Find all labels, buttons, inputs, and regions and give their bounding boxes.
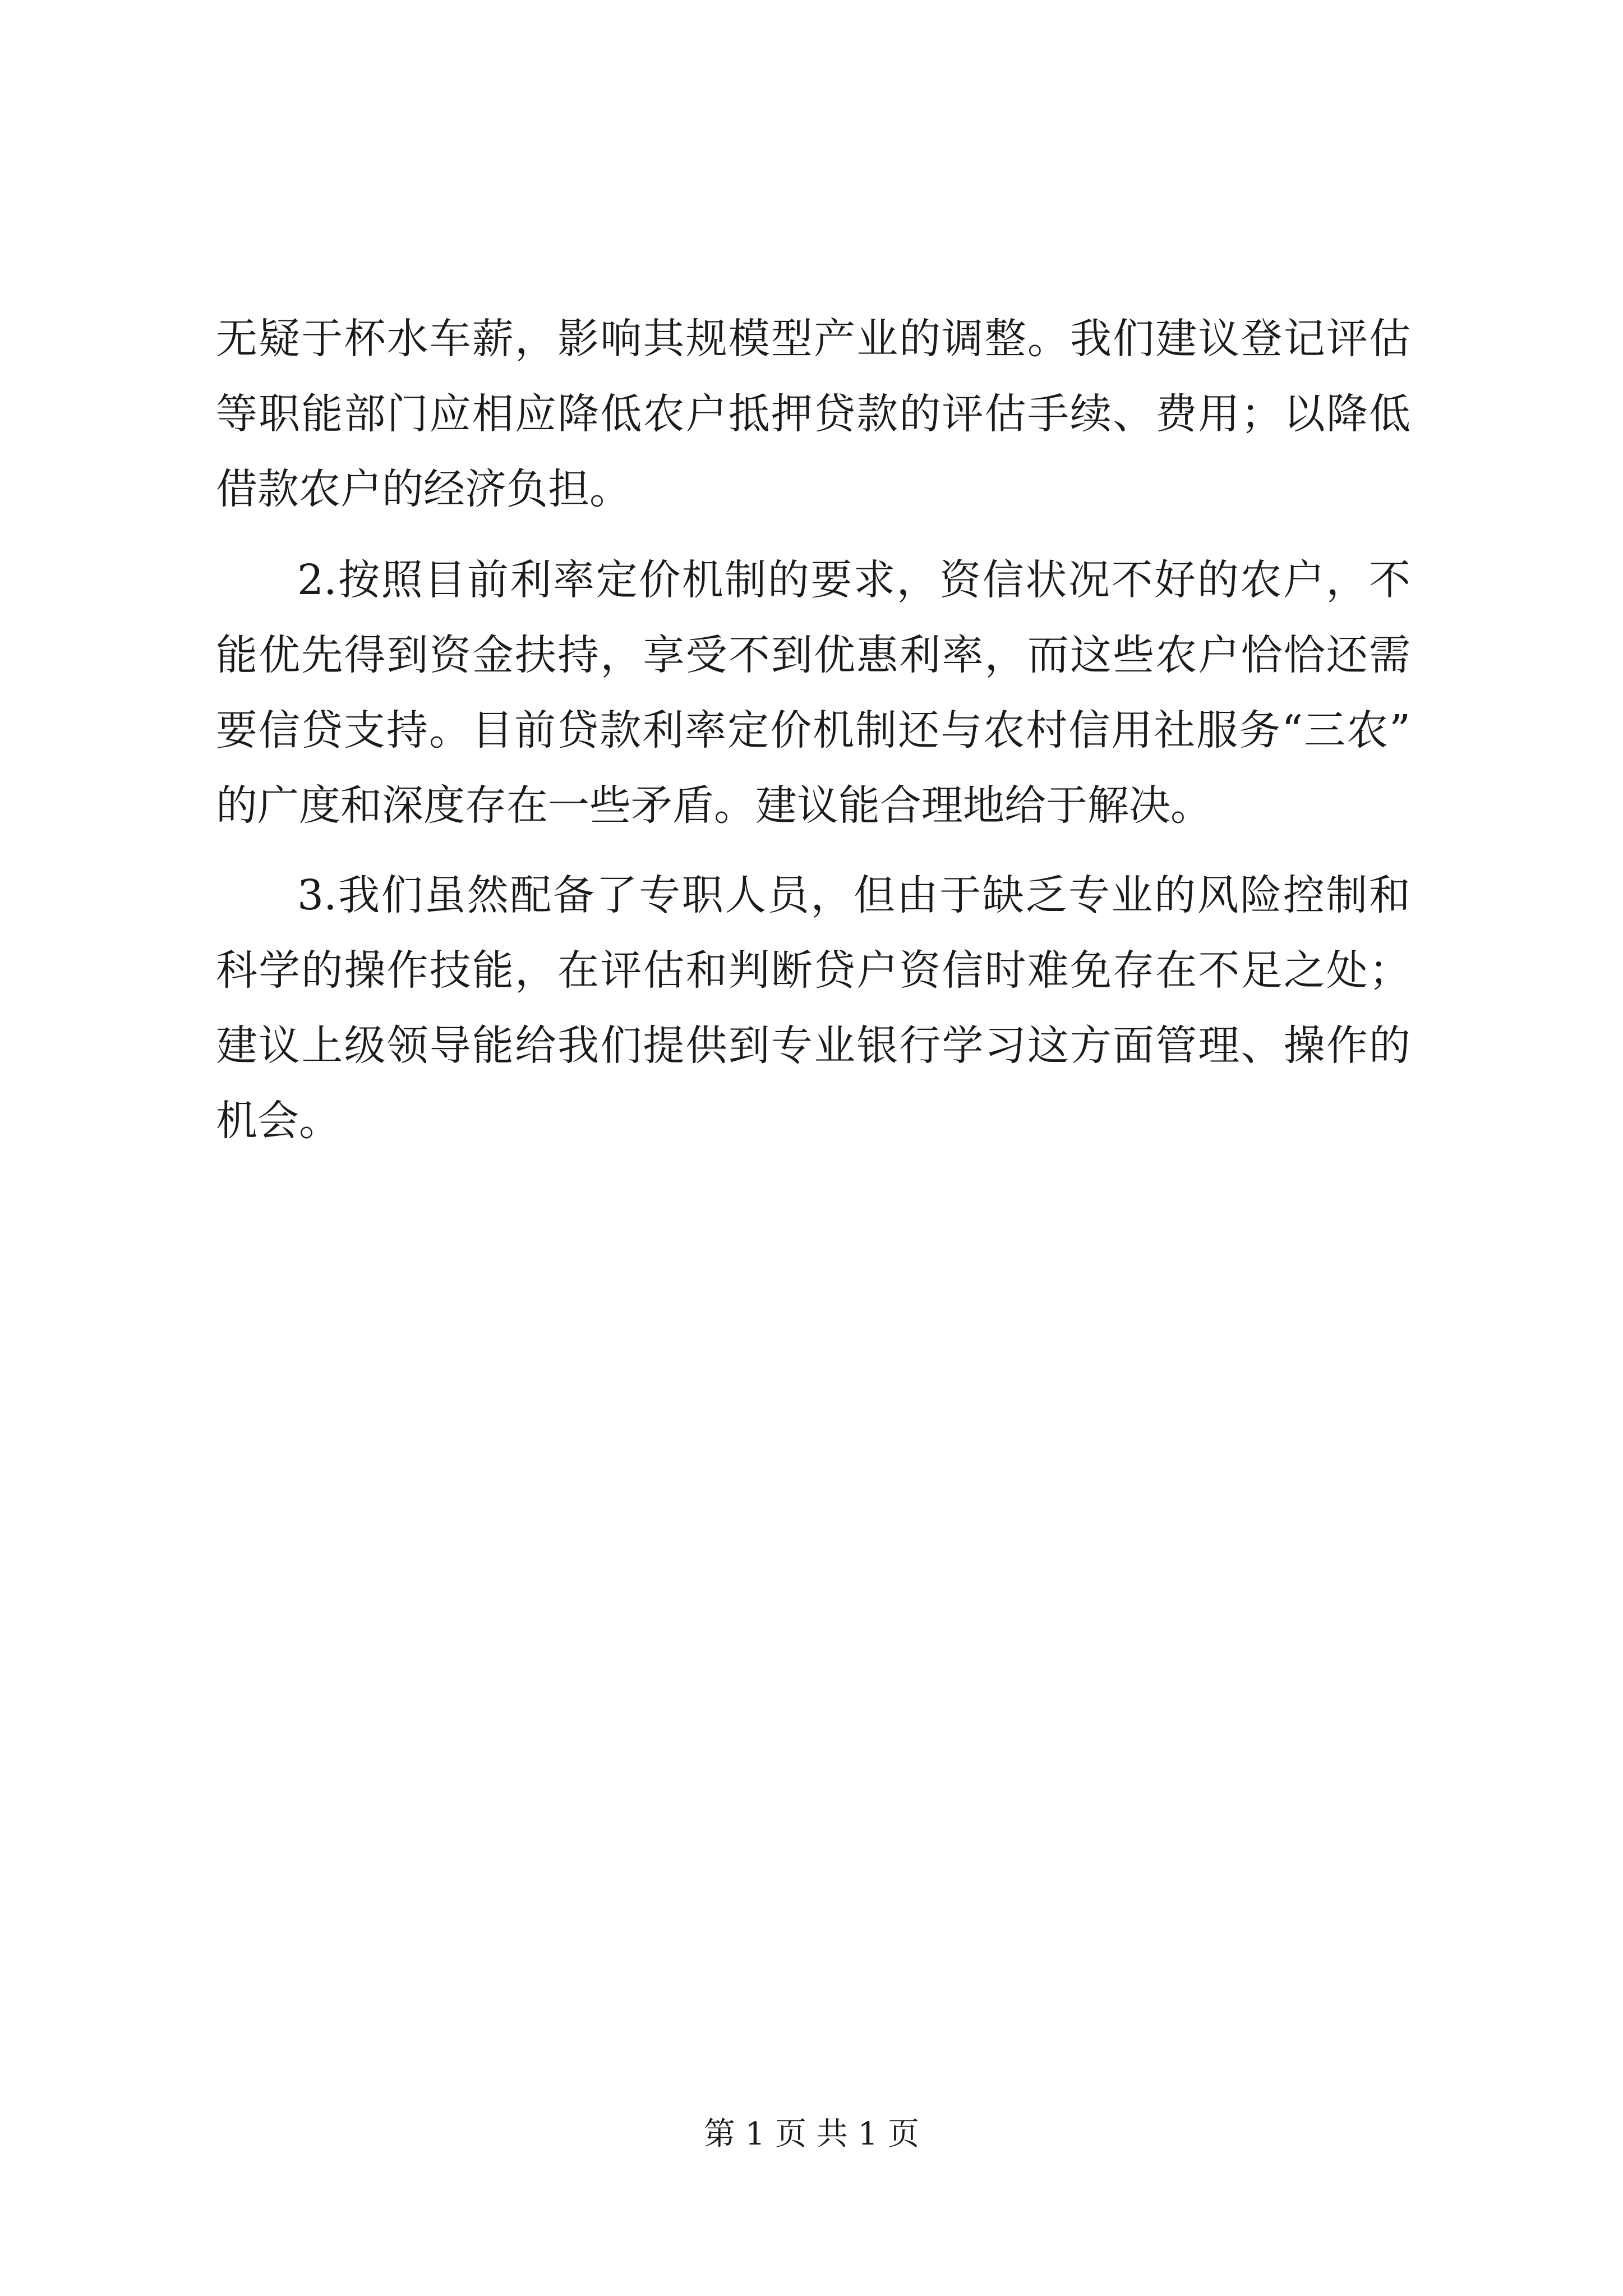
paragraph-1-line-3: 借款农户的经济负担。 xyxy=(216,465,631,513)
paragraph-1-line-1: 无疑于杯水车薪，影响其规模型产业的调整。我们建议登记评估 xyxy=(216,315,1410,363)
paragraph-3-line-4: 机会。 xyxy=(216,1097,340,1145)
paragraph-2-line-1: 2.按照目前利率定价机制的要求，资信状况不好的农户，不 xyxy=(297,556,1410,604)
paragraph-2-line-3: 要信贷支持。目前贷款利率定价机制还与农村信用社服务“三农” xyxy=(216,706,1410,754)
paragraph-3-line-2: 科学的操作技能，在评估和判断贷户资信时难免存在不足之处； xyxy=(216,946,1410,995)
paragraph-3-line-3: 建议上级领导能给我们提供到专业银行学习这方面管理、操作的 xyxy=(216,1022,1410,1070)
paragraph-3-line-1: 3.我们虽然配备了专职人员，但由于缺乏专业的风险控制和 xyxy=(297,871,1410,919)
paragraph-2-line-2: 能优先得到资金扶持，享受不到优惠利率，而这些农户恰恰还需 xyxy=(216,631,1410,679)
paragraph-1-line-2: 等职能部门应相应降低农户抵押贷款的评估手续、费用；以降低 xyxy=(216,390,1410,438)
page-number-footer: 第 1 页 共 1 页 xyxy=(703,2116,920,2152)
paragraph-2-line-4: 的广度和深度存在一些矛盾。建议能合理地给于解决。 xyxy=(216,781,1212,830)
